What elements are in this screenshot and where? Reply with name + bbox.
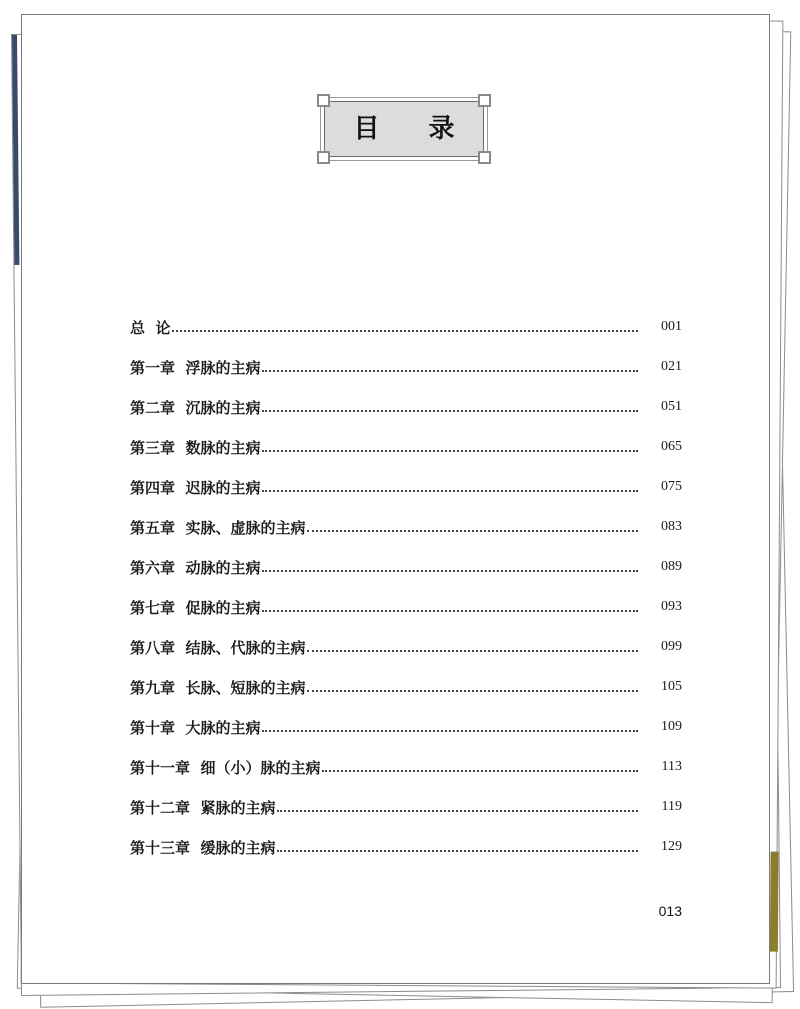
toc-entry xyxy=(130,307,682,347)
toc-entry-label: 第四章 迟脉的主病 xyxy=(130,478,261,497)
toc-entry-page: 051 xyxy=(661,399,682,414)
toc-entry xyxy=(130,627,682,667)
toc-entry-label: 第八章 结脉、代脉的主病 xyxy=(130,638,306,657)
toc-entry-label: 第二章 沉脉的主病 xyxy=(130,398,261,417)
toc-entry-page: 083 xyxy=(661,519,682,534)
dot-leader xyxy=(262,369,638,372)
toc-entry-page: 075 xyxy=(661,479,682,494)
dot-leader xyxy=(322,769,638,772)
toc-entry xyxy=(130,507,682,547)
dot-leader xyxy=(262,569,638,572)
toc-entry xyxy=(130,587,682,627)
toc-entry-label: 第七章 促脉的主病 xyxy=(130,598,261,617)
toc-entry-page: 105 xyxy=(661,679,682,694)
dot-leader xyxy=(307,529,638,532)
toc-entry-page: 001 xyxy=(661,319,682,334)
toc-entry xyxy=(130,347,682,387)
toc-entry xyxy=(130,787,682,827)
dot-leader xyxy=(262,729,638,732)
toc-entry-label: 第十一章 细（小）脉的主病 xyxy=(130,758,321,777)
toc-entry-label: 总 论 xyxy=(130,318,171,337)
page-title: 目 录 xyxy=(353,114,475,144)
toc-entry xyxy=(130,427,682,467)
toc-entry-label: 第十二章 紧脉的主病 xyxy=(130,798,276,817)
toc-entry xyxy=(130,467,682,507)
toc-entry-label: 第三章 数脉的主病 xyxy=(130,438,261,457)
dot-leader xyxy=(277,849,638,852)
toc-entry xyxy=(130,547,682,587)
page-number: 013 xyxy=(658,903,682,919)
dot-leader xyxy=(277,809,638,812)
dot-leader xyxy=(262,609,638,612)
toc-entry-page: 113 xyxy=(661,759,682,774)
toc-entry xyxy=(130,707,682,747)
dot-leader xyxy=(262,449,638,452)
toc-entry-page: 109 xyxy=(661,719,682,734)
toc-entry xyxy=(130,667,682,707)
dot-leader xyxy=(307,689,638,692)
title-frame xyxy=(324,101,484,157)
dot-leader xyxy=(262,409,638,412)
table-of-contents xyxy=(130,307,682,867)
dot-leader xyxy=(262,489,638,492)
toc-entry-page: 089 xyxy=(661,559,682,574)
toc-entry xyxy=(130,827,682,867)
book-page xyxy=(21,14,770,984)
dot-leader xyxy=(307,649,638,652)
toc-entry-page: 129 xyxy=(661,839,682,854)
toc-entry-page: 099 xyxy=(661,639,682,654)
toc-entry-label: 第一章 浮脉的主病 xyxy=(130,358,261,377)
toc-entry-page: 021 xyxy=(661,359,682,374)
toc-entry-label: 第十三章 缓脉的主病 xyxy=(130,838,276,857)
dot-leader xyxy=(172,329,638,332)
toc-entry xyxy=(130,747,682,787)
toc-entry-label: 第九章 长脉、短脉的主病 xyxy=(130,678,306,697)
toc-entry-page: 065 xyxy=(661,439,682,454)
toc-entry-label: 第五章 实脉、虚脉的主病 xyxy=(130,518,306,537)
toc-entry-label: 第六章 动脉的主病 xyxy=(130,558,261,577)
toc-entry-label: 第十章 大脉的主病 xyxy=(130,718,261,737)
toc-entry-page: 119 xyxy=(661,799,682,814)
toc-entry-page: 093 xyxy=(661,599,682,614)
toc-entry xyxy=(130,387,682,427)
